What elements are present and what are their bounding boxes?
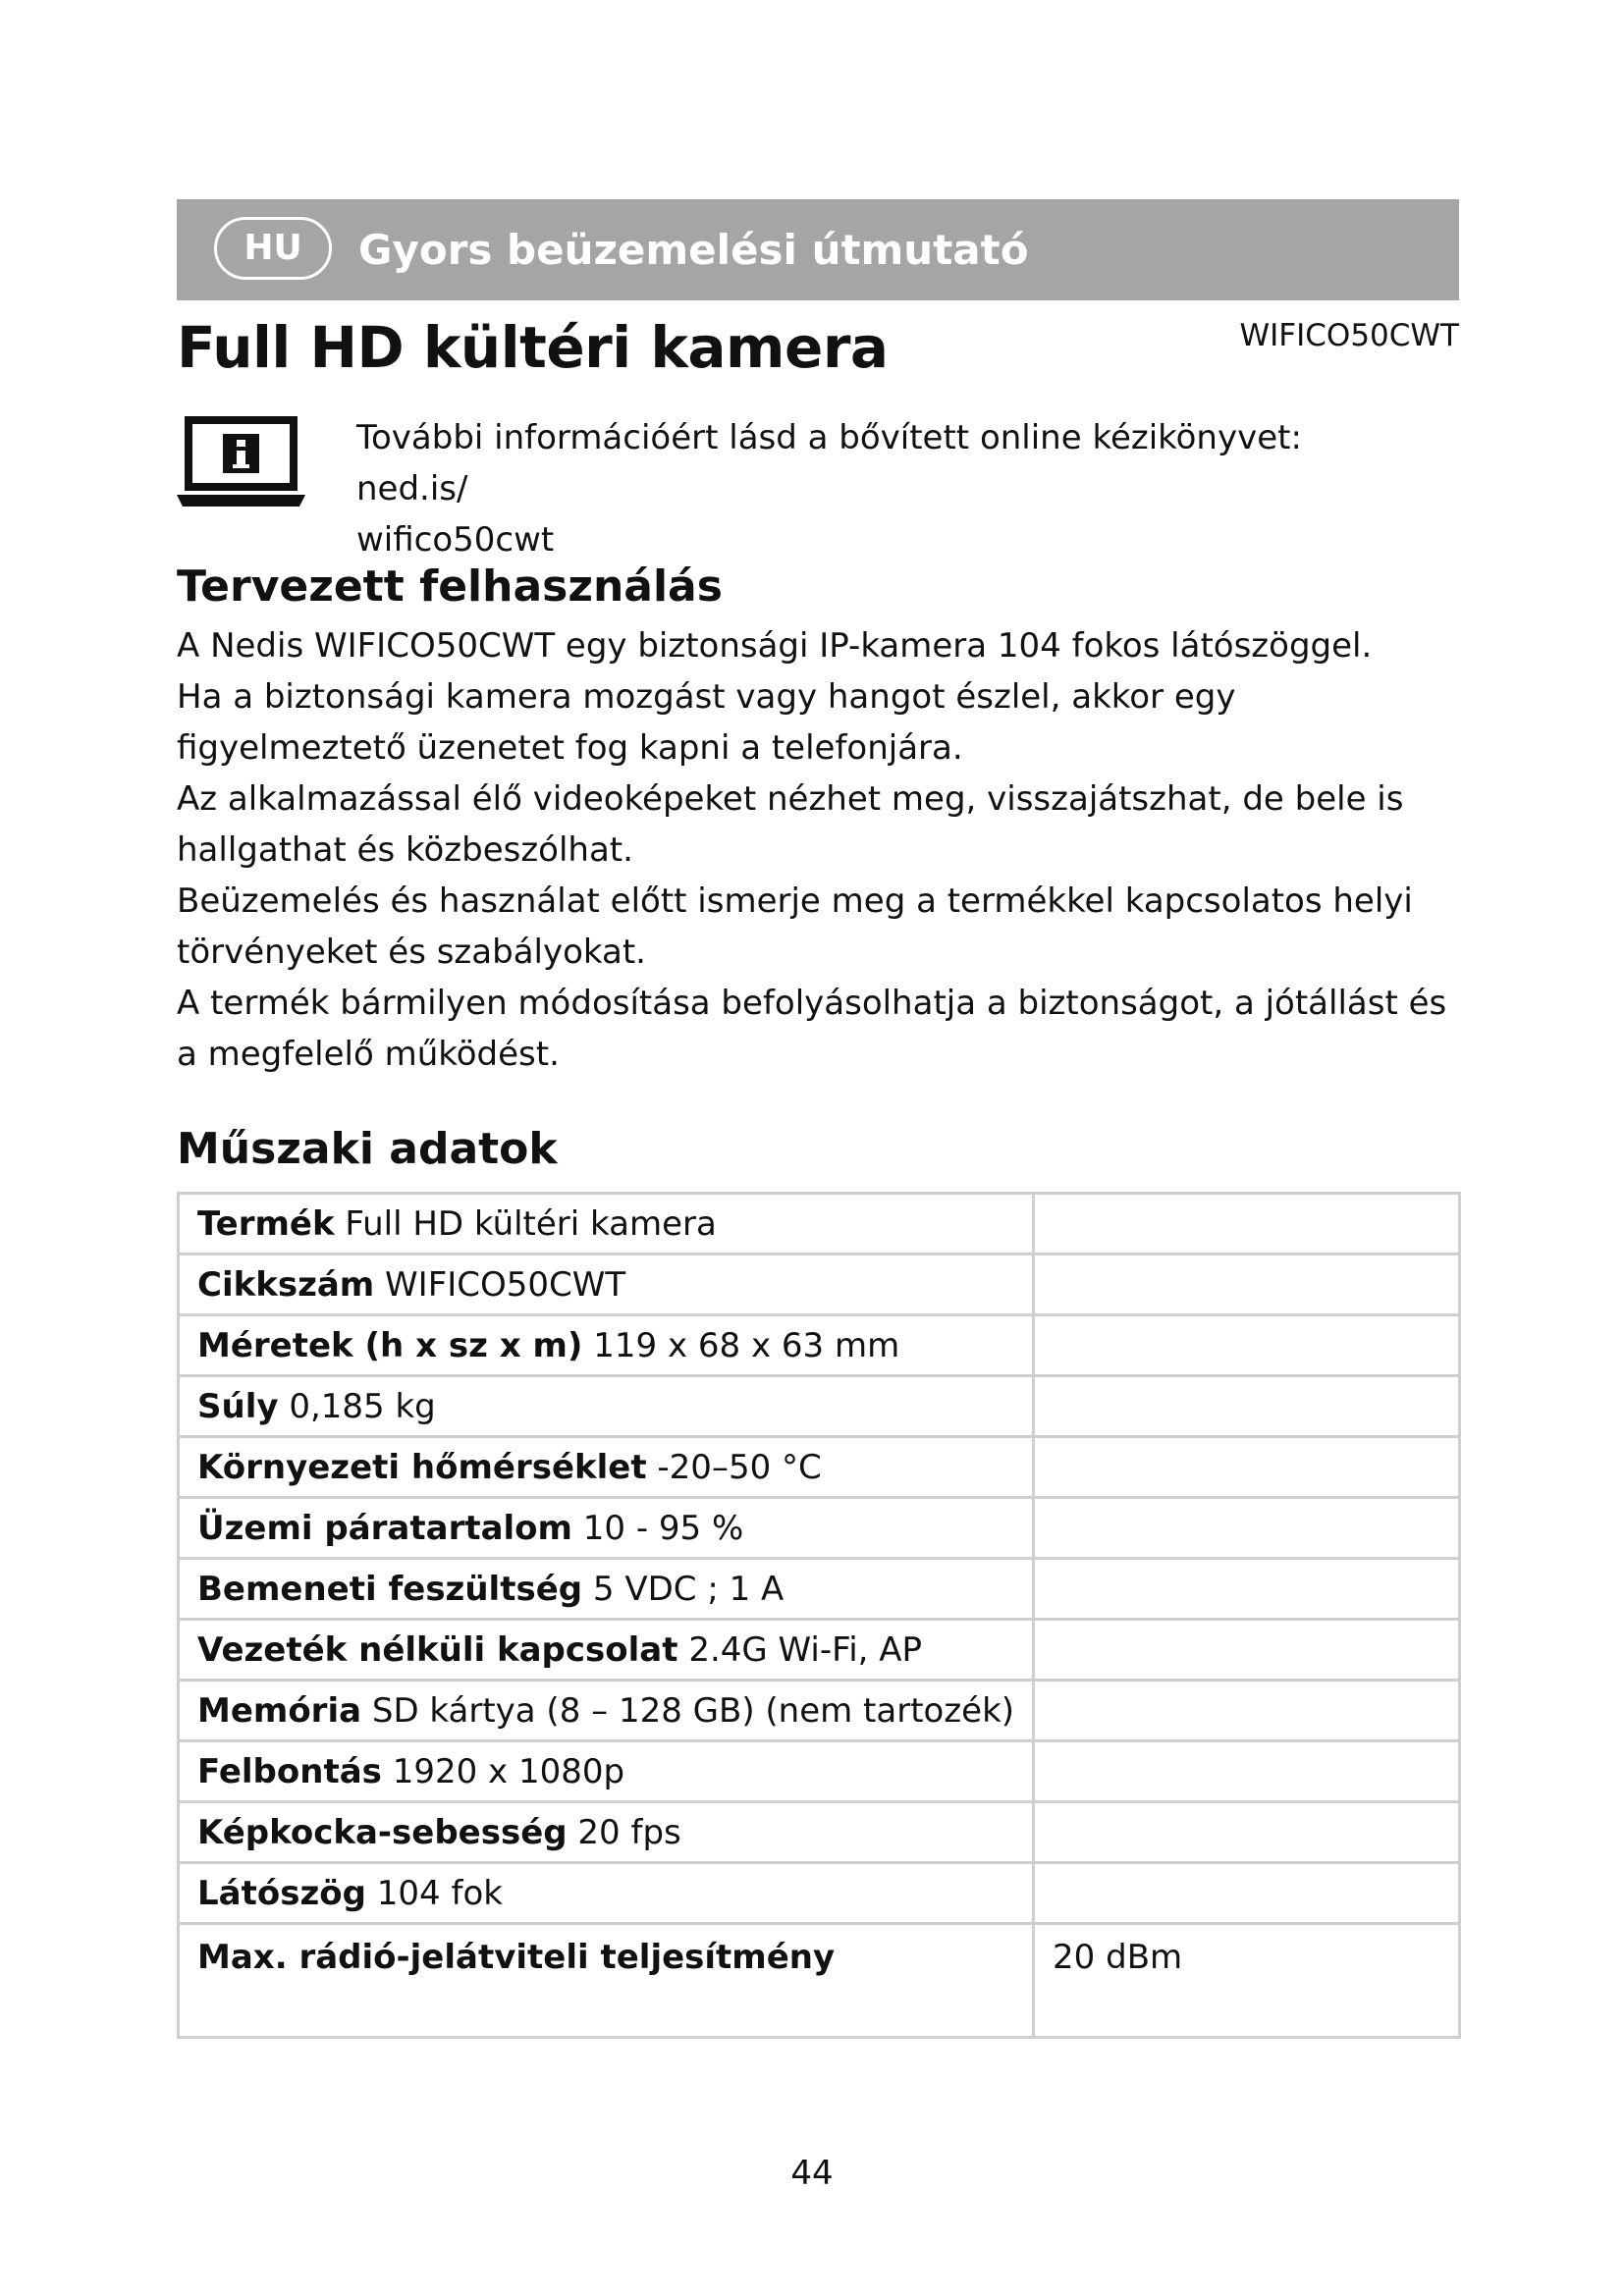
- spec-label: Súly: [197, 1386, 279, 1426]
- language-badge: HU: [214, 217, 332, 280]
- intended-use-paragraph: A Nedis WIFICO50CWT egy biztonsági IP-kamera 104 fokos látószöggel.: [177, 626, 1373, 666]
- spec-cell: [179, 1741, 1034, 1802]
- spec-value: 2.4G Wi-Fi, AP: [688, 1629, 923, 1670]
- header-banner: [177, 199, 1459, 300]
- spec-cell: [179, 1437, 1034, 1498]
- spec-cell-empty: [1034, 1741, 1460, 1802]
- guide-title: Gyors beüzemelési útmutató: [358, 226, 1029, 274]
- table-row: [179, 1863, 1460, 1924]
- spec-cell-empty: [1034, 1437, 1460, 1498]
- intended-use-paragraph: Az alkalmazással élő videoképeket nézhet meg, visszajátszhat, de bele is hallgathat és közbeszólhat.: [177, 779, 1404, 870]
- spec-cell-empty: [1034, 1863, 1460, 1924]
- spec-cell: [179, 1194, 1034, 1255]
- spec-cell: [179, 1924, 1034, 2038]
- table-row: [179, 1498, 1460, 1559]
- table-row: [179, 1255, 1460, 1315]
- spec-label: Cikkszám: [197, 1264, 375, 1305]
- table-row: [179, 1681, 1460, 1741]
- spec-label: Környezeti hőmérséklet: [197, 1447, 647, 1487]
- spec-label: Max. rádió-jelátviteli teljesítmény: [197, 1938, 836, 1977]
- spec-label: Látószög: [197, 1873, 366, 1913]
- table-row: [179, 1620, 1460, 1681]
- spec-value-cell: 20 dBm: [1034, 1924, 1460, 2038]
- spec-cell-empty: [1034, 1376, 1460, 1437]
- spec-value: 104 fok: [376, 1873, 503, 1913]
- intended-use-paragraph: A termék bármilyen módosítása befolyásolhatja a biztonságot, a jótállást és a megfelelő működést.: [177, 984, 1447, 1074]
- spec-cell: [179, 1315, 1034, 1376]
- spec-cell: [179, 1681, 1034, 1741]
- spec-label: Vezeték nélküli kapcsolat: [197, 1629, 678, 1670]
- intended-use-paragraph: Ha a biztonsági kamera mozgást vagy hangot észlel, akkor egy figyelmeztető üzenetet fog kapni a telefonjára.: [177, 677, 1236, 768]
- table-row: [179, 1802, 1460, 1863]
- intended-use-paragraph: Beüzemelés és használat előtt ismerje meg a termékkel kapcsolatos helyi törvényeket és szabályokat.: [177, 881, 1413, 972]
- spec-cell: [179, 1802, 1034, 1863]
- spec-cell: [179, 1498, 1034, 1559]
- spec-label: Méretek (h x sz x m): [197, 1325, 583, 1365]
- spec-value: Full HD kültéri kamera: [345, 1203, 717, 1244]
- intended-use-heading: Tervezett felhasználás: [177, 561, 723, 612]
- spec-value: 1920 x 1080p: [392, 1751, 625, 1791]
- table-row: [179, 1741, 1460, 1802]
- spec-cell-empty: [1034, 1620, 1460, 1681]
- spec-cell-empty: [1034, 1255, 1460, 1315]
- spec-label: Felbontás: [197, 1751, 382, 1791]
- spec-cell: [179, 1863, 1034, 1924]
- model-number: WIFICO50CWT: [1239, 318, 1459, 353]
- spec-cell-empty: [1034, 1802, 1460, 1863]
- spec-value: SD kártya (8 – 128 GB) (nem tartozék): [371, 1690, 1015, 1731]
- spec-cell: [179, 1620, 1034, 1681]
- intended-use-body: [177, 620, 1463, 1080]
- spec-value: 0,185 kg: [289, 1386, 436, 1426]
- online-manual-link[interactable]: wifico50cwt: [356, 520, 555, 560]
- table-row: [179, 1559, 1460, 1620]
- spec-cell-empty: [1034, 1315, 1460, 1376]
- specs-table: [177, 1192, 1461, 2039]
- spec-cell-empty: [1034, 1681, 1460, 1741]
- table-row: [179, 1924, 1460, 2038]
- spec-value: 20 fps: [577, 1812, 681, 1852]
- table-row: [179, 1315, 1460, 1376]
- page-number: 44: [790, 2154, 834, 2193]
- spec-value: WIFICO50CWT: [385, 1264, 626, 1305]
- spec-value: 5 VDC ; 1 A: [592, 1569, 785, 1609]
- table-row: [179, 1437, 1460, 1498]
- spec-cell-empty: [1034, 1498, 1460, 1559]
- spec-label: Termék: [197, 1203, 335, 1244]
- spec-cell: [179, 1376, 1034, 1437]
- spec-label: Bemeneti feszültség: [197, 1569, 583, 1609]
- spec-label: Memória: [197, 1690, 362, 1731]
- online-manual-note: [356, 412, 1417, 565]
- spec-label: Képkocka-sebesség: [197, 1812, 568, 1852]
- spec-cell: [179, 1255, 1034, 1315]
- spec-cell-empty: [1034, 1559, 1460, 1620]
- spec-label: Üzemi páratartalom: [197, 1508, 572, 1548]
- spec-cell-empty: [1034, 1194, 1460, 1255]
- table-row: [179, 1194, 1460, 1255]
- table-row: [179, 1376, 1460, 1437]
- online-manual-line-1: További információért lásd a bővített online kézikönyvet: ned.is/: [356, 418, 1302, 508]
- laptop-info-icon: [175, 416, 307, 510]
- product-title: Full HD kültéri kamera: [177, 314, 889, 381]
- spec-cell: [179, 1559, 1034, 1620]
- spec-value: 119 x 68 x 63 mm: [593, 1325, 900, 1365]
- spec-value: -20–50 °C: [657, 1447, 822, 1487]
- specs-heading: Műszaki adatok: [177, 1124, 558, 1174]
- spec-value: 10 - 95 %: [582, 1508, 744, 1548]
